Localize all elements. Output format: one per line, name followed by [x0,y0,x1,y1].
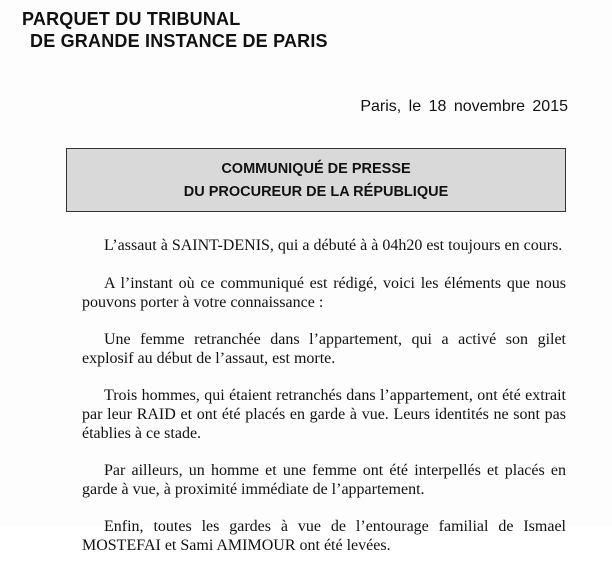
banner-title-1: COMMUNIQUÉ DE PRESSE [221,161,411,177]
issuer-line-2: DE GRANDE INSTANCE DE PARIS [30,31,328,51]
paragraph-woman-dead: Une femme retranchée dans l’appartement, qui a activé son gilet explosif au début de l’assaut, est morte. [82,331,566,367]
paragraph-three-men: Trois hommes, qui étaient retranchés dans l’appartement, ont été extrait par leur RAID et ont été placés en garde à vue. Leurs identités ne sont pas établies à ce stade. [82,387,566,442]
paragraph-custody-lifted: Enfin, toutes les gardes à vue de l’entourage familial de Ismael MOSTEFAI et Sami AMIMOUR ont été levées. [82,518,566,554]
place-date-line: Paris, le 18 novembre 2015 [360,98,568,115]
issuer-line-1: PARQUET DU TRIBUNAL [22,9,241,29]
release-body [82,236,566,573]
title-banner [66,148,566,212]
paragraph-assault-status: L’assaut à SAINT-DENIS, qui a débuté à à 04h20 est toujours en cours. [104,237,563,254]
paragraph-intro: A l’instant où ce communiqué est rédigé, voici les éléments que nous pouvons porter à votre connaissance : [82,275,566,311]
banner-title-2: DU PROCUREUR DE LA RÉPUBLIQUE [183,184,449,200]
paragraph-arrests: Par ailleurs, un homme et une femme ont été interpellés et placés en garde à vue, à proximité immédiate de l’appartement. [82,462,566,498]
issuer-header [22,8,328,52]
